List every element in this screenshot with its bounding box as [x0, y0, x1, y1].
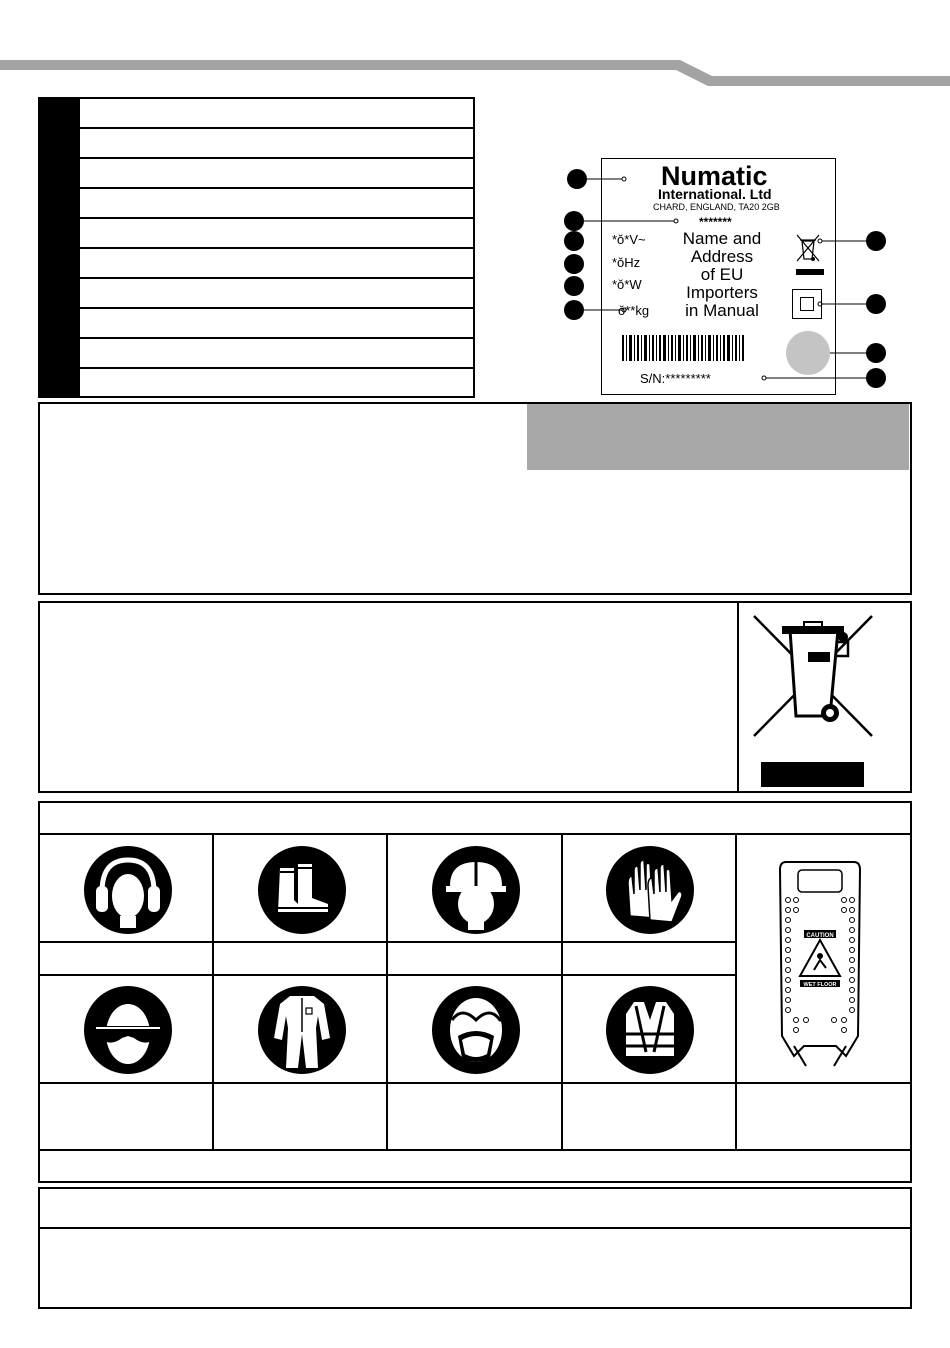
face-mask-icon — [432, 986, 520, 1074]
company-name: International. Ltd — [658, 186, 772, 202]
sign-wet-floor-text: WET FLOOR — [803, 982, 837, 988]
importer-text: Name and Address of EU Importers in Manual — [682, 229, 762, 320]
spec-table — [38, 97, 475, 398]
weight-rating: ǒ**kg — [618, 303, 650, 318]
protective-gloves-icon — [606, 846, 694, 934]
sign-caution-text: CAUTION — [806, 933, 834, 939]
wet-floor-sign-icon — [776, 856, 864, 1068]
safety-boots-icon — [258, 846, 346, 934]
frequency-rating: *ǒHz — [612, 255, 641, 270]
voltage-rating: *ǒ*V~ — [612, 232, 646, 247]
ear-protection-icon — [84, 846, 172, 934]
protective-overalls-icon — [258, 986, 346, 1074]
disposal-divider — [737, 601, 739, 793]
company-address: CHARD, ENGLAND, TA20 2GB — [653, 202, 780, 212]
bottom-section-divider — [38, 1227, 912, 1229]
weee-small-icon — [793, 231, 827, 277]
brand-name: Numatic — [661, 161, 768, 191]
model-code: ******* — [699, 215, 732, 229]
serial-number: S/N:********* — [640, 371, 711, 386]
power-rating: *ǒ*W — [612, 277, 642, 292]
header-bar — [0, 56, 950, 88]
rating-label-diagram — [560, 155, 900, 400]
safety-helmet-icon — [432, 846, 520, 934]
barcode — [622, 335, 748, 361]
weee-bin-icon — [750, 612, 876, 788]
hi-vis-vest-icon — [606, 986, 694, 1074]
grey-panel — [527, 404, 909, 470]
eye-protection-icon — [84, 986, 172, 1074]
label-grey-circle — [786, 331, 830, 375]
bottom-section — [38, 1187, 912, 1309]
